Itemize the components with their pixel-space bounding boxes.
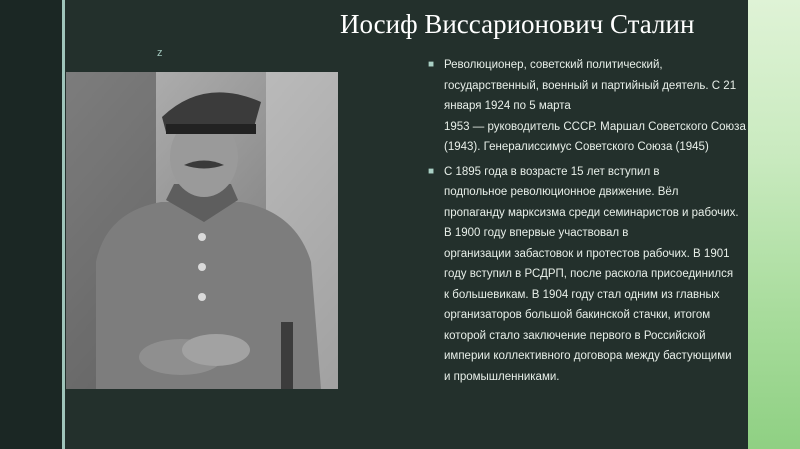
text-line: В 1900 году впервые участвовал в [444,227,629,239]
marker-glyph: z [157,47,163,59]
body-text [428,55,758,391]
text-line: году вступил в РСДРП, после раскола присоединился [444,268,734,280]
bullet-paragraph [428,55,758,158]
left-margin-band [0,0,62,449]
vertical-accent-line [62,0,65,449]
text-line: Революционер, советский политический, [444,59,663,71]
text-line: которой стало заключение первого в Российской [444,329,706,342]
text-line: организаторов большой бакинской стачки, итогом [444,309,711,321]
text-line: к большевикам. В 1904 году стал одним из главных [444,288,720,301]
text-line: С 1895 года в возрасте 15 лет вступил в [444,165,660,178]
bullet-icon: ■ [428,165,435,177]
text-line: (1943). Генералиссимус Советского Союза (1945) [444,141,709,153]
text-line: января 1924 по 5 марта [444,100,571,112]
text-line: 1953 — руководитель СССР. Маршал Советского Союза [444,120,746,133]
slide-title: Иосиф Виссарионович Сталин [340,9,695,39]
text-line: организации забастовок и протестов рабочих. В 1901 [444,247,730,260]
portrait-photo [66,72,338,389]
text-line: государственный, военный и партийный деятель. С 21 [444,79,737,92]
text-line: империи коллективного договора между бастующими [444,350,732,362]
text-line: и промышленниками. [444,370,560,383]
portrait-image [66,72,338,389]
bullet-icon: ■ [428,59,435,70]
text-line: подпольное революционное движение. Вёл [444,186,679,198]
text-line: пропаганду марксизма среди семинаристов и рабочих. [444,206,739,219]
bullet-paragraph [428,162,758,388]
